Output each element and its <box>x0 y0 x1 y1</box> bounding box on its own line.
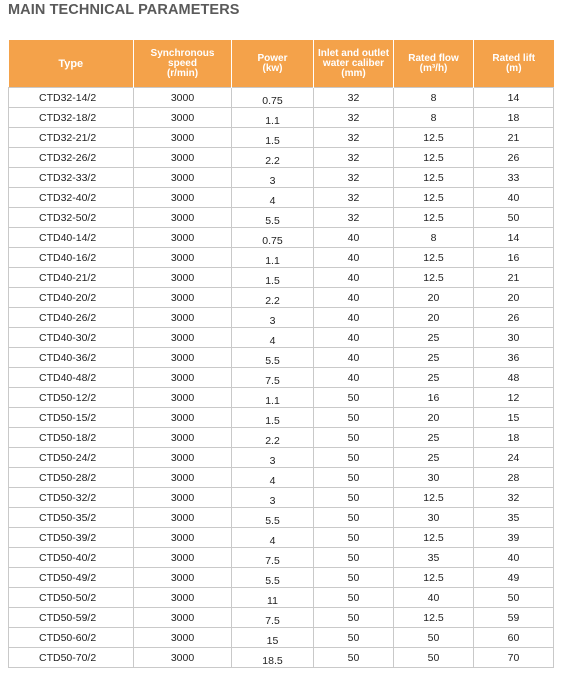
table-row <box>9 268 554 288</box>
cell-speed: 3000 <box>134 248 232 268</box>
table-row <box>9 88 554 108</box>
table-row <box>9 168 554 188</box>
cell-speed: 3000 <box>134 608 232 628</box>
cell-caliber: 50 <box>314 588 394 608</box>
cell-flow: 12.5 <box>394 528 474 548</box>
cell-speed: 3000 <box>134 508 232 528</box>
cell-speed: 3000 <box>134 548 232 568</box>
cell-power: 4 <box>232 528 314 548</box>
cell-power: 15 <box>232 628 314 648</box>
cell-flow: 25 <box>394 428 474 448</box>
cell-speed: 3000 <box>134 588 232 608</box>
table-row <box>9 228 554 248</box>
cell-lift: 21 <box>474 128 554 148</box>
cell-flow: 8 <box>394 88 474 108</box>
cell-speed: 3000 <box>134 208 232 228</box>
cell-type: CTD40-20/2 <box>9 288 134 308</box>
cell-flow: 25 <box>394 328 474 348</box>
cell-lift: 70 <box>474 648 554 668</box>
cell-type: CTD40-14/2 <box>9 228 134 248</box>
cell-caliber: 40 <box>314 288 394 308</box>
cell-speed: 3000 <box>134 108 232 128</box>
cell-power: 7.5 <box>232 548 314 568</box>
cell-type: CTD40-26/2 <box>9 308 134 328</box>
cell-speed: 3000 <box>134 528 232 548</box>
cell-speed: 3000 <box>134 568 232 588</box>
cell-lift: 18 <box>474 428 554 448</box>
cell-speed: 3000 <box>134 388 232 408</box>
cell-lift: 50 <box>474 588 554 608</box>
table-row <box>9 208 554 228</box>
cell-caliber: 32 <box>314 208 394 228</box>
cell-lift: 39 <box>474 528 554 548</box>
header-type: Type <box>9 40 134 88</box>
cell-lift: 26 <box>474 148 554 168</box>
cell-flow: 20 <box>394 408 474 428</box>
cell-type: CTD32-26/2 <box>9 148 134 168</box>
cell-flow: 12.5 <box>394 248 474 268</box>
header-caliber: Inlet and outlet water caliber (mm) <box>314 40 394 88</box>
cell-caliber: 50 <box>314 628 394 648</box>
cell-speed: 3000 <box>134 488 232 508</box>
cell-speed: 3000 <box>134 288 232 308</box>
cell-flow: 8 <box>394 108 474 128</box>
header-lift: Rated lift (m) <box>474 40 554 88</box>
cell-power: 4 <box>232 468 314 488</box>
cell-lift: 49 <box>474 568 554 588</box>
cell-lift: 40 <box>474 548 554 568</box>
cell-flow: 30 <box>394 468 474 488</box>
cell-speed: 3000 <box>134 128 232 148</box>
cell-power: 5.5 <box>232 508 314 528</box>
cell-lift: 40 <box>474 188 554 208</box>
cell-flow: 12.5 <box>394 568 474 588</box>
cell-power: 11 <box>232 588 314 608</box>
cell-flow: 12.5 <box>394 148 474 168</box>
cell-flow: 12.5 <box>394 208 474 228</box>
table-row <box>9 508 554 528</box>
table-row <box>9 368 554 388</box>
cell-caliber: 50 <box>314 408 394 428</box>
table-row <box>9 328 554 348</box>
cell-caliber: 50 <box>314 388 394 408</box>
table-row <box>9 468 554 488</box>
cell-power: 1.1 <box>232 108 314 128</box>
cell-flow: 20 <box>394 288 474 308</box>
table-header-row <box>9 40 554 88</box>
cell-speed: 3000 <box>134 408 232 428</box>
cell-type: CTD50-50/2 <box>9 588 134 608</box>
cell-type: CTD32-18/2 <box>9 108 134 128</box>
cell-power: 4 <box>232 328 314 348</box>
cell-power: 1.1 <box>232 388 314 408</box>
cell-caliber: 50 <box>314 508 394 528</box>
cell-lift: 14 <box>474 228 554 248</box>
header-flow: Rated flow (m³/h) <box>394 40 474 88</box>
cell-lift: 50 <box>474 208 554 228</box>
cell-lift: 15 <box>474 408 554 428</box>
cell-lift: 21 <box>474 268 554 288</box>
table-row <box>9 548 554 568</box>
cell-caliber: 40 <box>314 268 394 288</box>
cell-caliber: 50 <box>314 428 394 448</box>
cell-speed: 3000 <box>134 268 232 288</box>
cell-caliber: 50 <box>314 608 394 628</box>
cell-lift: 26 <box>474 308 554 328</box>
table-row <box>9 188 554 208</box>
cell-speed: 3000 <box>134 428 232 448</box>
cell-caliber: 32 <box>314 148 394 168</box>
cell-power: 1.5 <box>232 268 314 288</box>
cell-type: CTD50-32/2 <box>9 488 134 508</box>
cell-flow: 35 <box>394 548 474 568</box>
cell-speed: 3000 <box>134 228 232 248</box>
cell-speed: 3000 <box>134 328 232 348</box>
cell-lift: 33 <box>474 168 554 188</box>
cell-type: CTD50-60/2 <box>9 628 134 648</box>
cell-flow: 12.5 <box>394 128 474 148</box>
cell-flow: 12.5 <box>394 188 474 208</box>
cell-lift: 24 <box>474 448 554 468</box>
cell-caliber: 50 <box>314 468 394 488</box>
cell-lift: 28 <box>474 468 554 488</box>
cell-type: CTD40-36/2 <box>9 348 134 368</box>
cell-flow: 30 <box>394 508 474 528</box>
cell-flow: 12.5 <box>394 488 474 508</box>
cell-lift: 12 <box>474 388 554 408</box>
header-speed: Synchronous speed (r/min) <box>134 40 232 88</box>
cell-lift: 35 <box>474 508 554 528</box>
cell-type: CTD50-35/2 <box>9 508 134 528</box>
cell-lift: 14 <box>474 88 554 108</box>
table-row <box>9 408 554 428</box>
cell-power: 3 <box>232 308 314 328</box>
cell-flow: 12.5 <box>394 168 474 188</box>
cell-caliber: 40 <box>314 348 394 368</box>
table-row <box>9 488 554 508</box>
cell-power: 2.2 <box>232 428 314 448</box>
cell-speed: 3000 <box>134 368 232 388</box>
cell-power: 1.5 <box>232 408 314 428</box>
cell-power: 7.5 <box>232 368 314 388</box>
table-row <box>9 568 554 588</box>
cell-type: CTD50-49/2 <box>9 568 134 588</box>
cell-flow: 12.5 <box>394 268 474 288</box>
cell-lift: 59 <box>474 608 554 628</box>
table-row <box>9 428 554 448</box>
cell-caliber: 50 <box>314 448 394 468</box>
cell-flow: 25 <box>394 368 474 388</box>
cell-speed: 3000 <box>134 348 232 368</box>
table-row <box>9 388 554 408</box>
cell-speed: 3000 <box>134 468 232 488</box>
cell-caliber: 32 <box>314 128 394 148</box>
cell-caliber: 32 <box>314 108 394 128</box>
cell-speed: 3000 <box>134 308 232 328</box>
cell-power: 3 <box>232 168 314 188</box>
table-row <box>9 588 554 608</box>
cell-flow: 40 <box>394 588 474 608</box>
cell-type: CTD40-30/2 <box>9 328 134 348</box>
cell-type: CTD32-40/2 <box>9 188 134 208</box>
cell-flow: 12.5 <box>394 608 474 628</box>
cell-flow: 25 <box>394 448 474 468</box>
cell-caliber: 50 <box>314 648 394 668</box>
cell-flow: 25 <box>394 348 474 368</box>
table-row <box>9 648 554 668</box>
cell-power: 1.1 <box>232 248 314 268</box>
cell-type: CTD50-18/2 <box>9 428 134 448</box>
cell-type: CTD40-21/2 <box>9 268 134 288</box>
cell-lift: 60 <box>474 628 554 648</box>
cell-power: 0.75 <box>232 88 314 108</box>
cell-type: CTD50-59/2 <box>9 608 134 628</box>
cell-power: 0.75 <box>232 228 314 248</box>
table-body <box>9 88 554 668</box>
cell-speed: 3000 <box>134 628 232 648</box>
cell-power: 2.2 <box>232 148 314 168</box>
cell-lift: 30 <box>474 328 554 348</box>
cell-lift: 48 <box>474 368 554 388</box>
cell-caliber: 32 <box>314 168 394 188</box>
cell-caliber: 50 <box>314 568 394 588</box>
cell-speed: 3000 <box>134 148 232 168</box>
cell-caliber: 32 <box>314 188 394 208</box>
cell-lift: 20 <box>474 288 554 308</box>
cell-type: CTD50-70/2 <box>9 648 134 668</box>
cell-type: CTD50-12/2 <box>9 388 134 408</box>
cell-type: CTD50-40/2 <box>9 548 134 568</box>
table-row <box>9 288 554 308</box>
table-row <box>9 608 554 628</box>
cell-flow: 20 <box>394 308 474 328</box>
table-row <box>9 528 554 548</box>
cell-power: 1.5 <box>232 128 314 148</box>
table-row <box>9 308 554 328</box>
cell-type: CTD40-16/2 <box>9 248 134 268</box>
cell-flow: 16 <box>394 388 474 408</box>
cell-lift: 16 <box>474 248 554 268</box>
table-row <box>9 108 554 128</box>
cell-caliber: 40 <box>314 368 394 388</box>
cell-power: 3 <box>232 488 314 508</box>
cell-caliber: 32 <box>314 88 394 108</box>
cell-power: 2.2 <box>232 288 314 308</box>
cell-lift: 18 <box>474 108 554 128</box>
cell-speed: 3000 <box>134 648 232 668</box>
cell-power: 3 <box>232 448 314 468</box>
cell-type: CTD40-48/2 <box>9 368 134 388</box>
table-row <box>9 248 554 268</box>
cell-caliber: 40 <box>314 248 394 268</box>
cell-speed: 3000 <box>134 168 232 188</box>
cell-flow: 50 <box>394 628 474 648</box>
cell-lift: 36 <box>474 348 554 368</box>
table-row <box>9 148 554 168</box>
cell-caliber: 50 <box>314 528 394 548</box>
cell-type: CTD32-50/2 <box>9 208 134 228</box>
cell-caliber: 50 <box>314 488 394 508</box>
cell-power: 4 <box>232 188 314 208</box>
cell-type: CTD50-28/2 <box>9 468 134 488</box>
cell-type: CTD32-33/2 <box>9 168 134 188</box>
cell-type: CTD50-15/2 <box>9 408 134 428</box>
cell-power: 5.5 <box>232 348 314 368</box>
cell-flow: 50 <box>394 648 474 668</box>
table-row <box>9 348 554 368</box>
cell-power: 7.5 <box>232 608 314 628</box>
cell-speed: 3000 <box>134 448 232 468</box>
cell-type: CTD50-24/2 <box>9 448 134 468</box>
cell-power: 5.5 <box>232 208 314 228</box>
cell-power: 18.5 <box>232 648 314 668</box>
cell-speed: 3000 <box>134 88 232 108</box>
parameters-table <box>8 40 554 668</box>
cell-caliber: 40 <box>314 228 394 248</box>
table-row <box>9 448 554 468</box>
cell-type: CTD32-21/2 <box>9 128 134 148</box>
table-row <box>9 628 554 648</box>
header-power: Power (kw) <box>232 40 314 88</box>
cell-power: 5.5 <box>232 568 314 588</box>
table-row <box>9 128 554 148</box>
cell-speed: 3000 <box>134 188 232 208</box>
cell-lift: 32 <box>474 488 554 508</box>
cell-type: CTD32-14/2 <box>9 88 134 108</box>
cell-flow: 8 <box>394 228 474 248</box>
cell-caliber: 40 <box>314 308 394 328</box>
cell-caliber: 40 <box>314 328 394 348</box>
cell-caliber: 50 <box>314 548 394 568</box>
cell-type: CTD50-39/2 <box>9 528 134 548</box>
page-title: MAIN TECHNICAL PARAMETERS <box>8 2 240 18</box>
